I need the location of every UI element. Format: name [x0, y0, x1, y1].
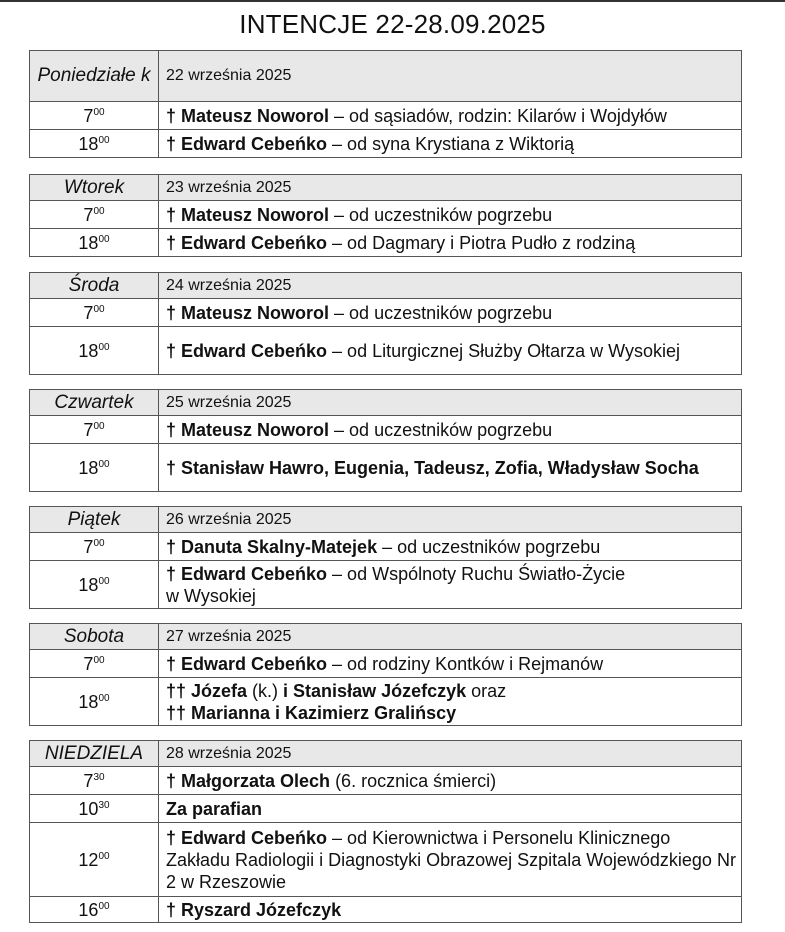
mass-minutes: 00 [93, 537, 105, 549]
mass-row [30, 795, 742, 823]
mass-minutes: 00 [93, 303, 105, 315]
mass-row [30, 561, 742, 609]
mass-time [30, 201, 159, 229]
mass-hour: 10 [78, 798, 99, 819]
day-date: 27 września 2025 [159, 624, 742, 650]
day-table [29, 174, 742, 257]
mass-intention [159, 130, 742, 158]
intention-text: (k.) [247, 680, 284, 701]
mass-intention [159, 897, 742, 923]
mass-hour: 7 [83, 302, 94, 323]
mass-row [30, 229, 742, 257]
intention-name: † Edward Cebeńko [166, 340, 328, 361]
mass-row [30, 767, 742, 795]
day-table [29, 506, 742, 609]
day-header-row [30, 624, 742, 650]
mass-intention [159, 327, 742, 375]
intention-name: † Edward Cebeńko [166, 827, 328, 848]
mass-row [30, 897, 742, 923]
mass-hour: 16 [78, 899, 99, 920]
day-header-row [30, 175, 742, 201]
mass-hour: 18 [78, 574, 99, 595]
mass-hour: 7 [83, 536, 94, 557]
intention-name: † Edward Cebeńko [166, 133, 328, 154]
mass-time [30, 650, 159, 678]
intention-text: – od rodziny Kontków i Rejmanów [327, 653, 604, 674]
intention-name: † Danuta Skalny-Matejek [166, 536, 378, 557]
mass-intention [159, 678, 742, 726]
mass-intention [159, 795, 742, 823]
day-name: Piątek [30, 507, 159, 533]
day-date: 23 września 2025 [159, 175, 742, 201]
top-rule [0, 0, 785, 2]
day-table [29, 389, 742, 492]
day-name: Poniedziałe k [30, 51, 159, 102]
mass-intention [159, 416, 742, 444]
day-name: Środa [30, 273, 159, 299]
mass-row [30, 444, 742, 492]
mass-intention [159, 229, 742, 257]
mass-minutes: 30 [93, 771, 105, 783]
mass-hour: 18 [78, 691, 99, 712]
intention-text: – od uczestników pogrzebu [377, 536, 601, 557]
mass-hour: 7 [83, 204, 94, 225]
mass-row [30, 678, 742, 726]
mass-intention [159, 533, 742, 561]
mass-time [30, 897, 159, 923]
day-header-row [30, 390, 742, 416]
mass-minutes: 00 [98, 900, 110, 912]
mass-time [30, 444, 159, 492]
intention-name: Za parafian [166, 798, 263, 819]
intention-text: – od Liturgicznej Służby Ołtarza w Wysokiej [327, 340, 681, 361]
mass-row [30, 201, 742, 229]
day-table [29, 50, 742, 158]
intention-text: – od uczestników pogrzebu [329, 302, 553, 323]
mass-row [30, 299, 742, 327]
day-name: Wtorek [30, 175, 159, 201]
mass-row [30, 416, 742, 444]
mass-hour: 18 [78, 133, 99, 154]
mass-time [30, 327, 159, 375]
mass-hour: 18 [78, 232, 99, 253]
mass-hour: 7 [83, 770, 94, 791]
day-header-row [30, 51, 742, 102]
day-header-row [30, 741, 742, 767]
page-title: INTENCJE 22-28.09.2025 [239, 9, 546, 39]
mass-time [30, 102, 159, 130]
intention-name: † Edward Cebeńko [166, 232, 328, 253]
intention-name: † Edward Cebeńko [166, 653, 328, 674]
mass-row [30, 327, 742, 375]
mass-time [30, 767, 159, 795]
day-name: Sobota [30, 624, 159, 650]
mass-minutes: 00 [98, 575, 110, 587]
mass-time [30, 795, 159, 823]
mass-intention [159, 767, 742, 795]
mass-minutes: 00 [98, 458, 110, 470]
mass-hour: 7 [83, 653, 94, 674]
mass-row [30, 130, 742, 158]
day-header-row [30, 507, 742, 533]
day-name: Czwartek [30, 390, 159, 416]
intention-name: † Mateusz Noworol [166, 105, 330, 126]
mass-minutes: 00 [98, 692, 110, 704]
mass-hour: 18 [78, 457, 99, 478]
mass-hour: 7 [83, 419, 94, 440]
day-table [29, 740, 742, 923]
mass-minutes: 00 [98, 341, 110, 353]
mass-time [30, 299, 159, 327]
day-table [29, 623, 742, 726]
day-table [29, 272, 742, 375]
intention-text: – od Dagmary i Piotra Pudło z rodziną [327, 232, 636, 253]
mass-time [30, 823, 159, 897]
mass-minutes: 00 [93, 654, 105, 666]
mass-time [30, 416, 159, 444]
day-date: 24 września 2025 [159, 273, 742, 299]
mass-hour: 18 [78, 340, 99, 361]
mass-intention [159, 102, 742, 130]
day-header-row [30, 273, 742, 299]
intention-text: – od Kierownictwa i Personelu Klinicznego Zakładu Radiologii i Diagnostyki Obrazowej Szpitala Wojewódzkiego Nr 2 w Rzeszowie [166, 827, 736, 892]
mass-minutes: 00 [98, 134, 110, 146]
mass-hour: 12 [78, 849, 99, 870]
mass-row [30, 533, 742, 561]
day-date: 28 września 2025 [159, 741, 742, 767]
day-name: NIEDZIELA [30, 741, 159, 767]
mass-minutes: 00 [98, 233, 110, 245]
day-date: 25 września 2025 [159, 390, 742, 416]
mass-row [30, 650, 742, 678]
mass-intention [159, 299, 742, 327]
intention-text: w Wysokiej [166, 585, 256, 606]
intention-name: † Mateusz Noworol [166, 204, 330, 225]
mass-row [30, 823, 742, 897]
intention-text: – od syna Krystiana z Wiktorią [327, 133, 575, 154]
intention-name: † Stanisław Hawro, Eugenia, Tadeusz, Zofia, Władysław Socha [166, 457, 699, 478]
mass-time [30, 130, 159, 158]
mass-intention [159, 444, 742, 492]
mass-time [30, 533, 159, 561]
intention-text: – od sąsiadów, rodzin: Kilarów i Wojdyłów [329, 105, 667, 126]
intention-name: † Edward Cebeńko [166, 563, 328, 584]
mass-minutes: 00 [98, 850, 110, 862]
mass-time [30, 678, 159, 726]
mass-row [30, 102, 742, 130]
intention-text: – od Wspólnoty Ruchu Światło-Życie [327, 563, 626, 584]
mass-intention [159, 650, 742, 678]
mass-minutes: 00 [93, 106, 105, 118]
mass-minutes: 00 [93, 205, 105, 217]
intention-name: † Małgorzata Olech [166, 770, 331, 791]
intention-text: – od uczestników pogrzebu [329, 419, 553, 440]
intention-text: oraz [466, 680, 507, 701]
intention-name: † Ryszard Józefczyk [166, 899, 342, 920]
day-date: 22 września 2025 [159, 51, 742, 102]
mass-minutes: 00 [93, 420, 105, 432]
intention-text: (6. rocznica śmierci) [330, 770, 497, 791]
mass-intention [159, 561, 742, 609]
intention-name: †† Józefa [166, 680, 248, 701]
mass-time [30, 229, 159, 257]
mass-hour: 7 [83, 105, 94, 126]
mass-minutes: 30 [98, 799, 110, 811]
mass-time [30, 561, 159, 609]
mass-intention [159, 201, 742, 229]
intention-name: †† Marianna i Kazimierz Gralińscy [166, 702, 457, 723]
day-date: 26 września 2025 [159, 507, 742, 533]
mass-intention [159, 823, 742, 897]
intention-name: i Stanisław Józefczyk [283, 680, 467, 701]
intention-name: † Mateusz Noworol [166, 419, 330, 440]
intention-name: † Mateusz Noworol [166, 302, 330, 323]
intention-text: – od uczestników pogrzebu [329, 204, 553, 225]
